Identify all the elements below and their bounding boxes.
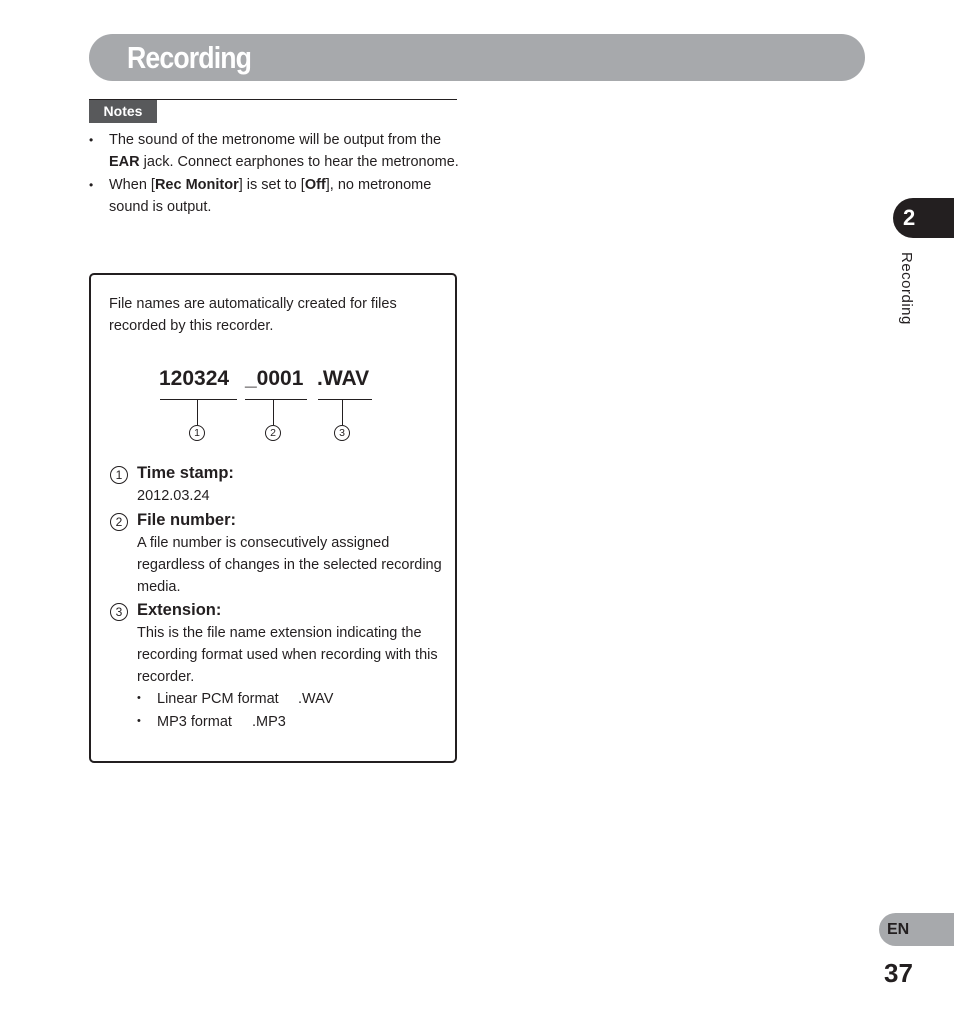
title-bar (89, 34, 865, 81)
pointer-line-1 (197, 399, 198, 425)
underline-number (245, 399, 307, 400)
notes-list (89, 130, 459, 220)
note-item: • The sound of the metronome will be output from the EAR jack. Connect earphones to hear the metronome. (89, 132, 459, 170)
extension-desc: This is the file name extension indicating the recording format used when recording with this recorder. (137, 625, 438, 685)
page-number: 37 (884, 958, 913, 988)
filename-number-part: _0001 (245, 367, 304, 390)
bullet-icon: • (137, 692, 141, 704)
filename-date-part: 120324 (159, 367, 230, 390)
bullet-icon: • (89, 133, 94, 147)
note-item: • When [Rec Monitor] is set to [Off], no metronome sound is output. (89, 177, 432, 215)
notes-tag: Notes (89, 100, 157, 123)
bullet-icon: • (137, 715, 141, 727)
item-1-number-icon: 1 (110, 466, 128, 484)
marker-3-icon: 3 (334, 425, 350, 441)
underline-extension (318, 399, 372, 400)
language-tab: EN (879, 913, 954, 946)
pointer-line-3 (342, 399, 343, 425)
file-name-box: File names are automatically created for files recorded by this recorder. 120324 _0001 .WAV 1 2 3 1 Time stamp: 2012.03.24 2 File number: A file number is consecutively assigned regardless of changes in the selected recording media. 3 Extension: This is the file name extension indicating the recording format used when recording with this recorder. • Linear PCM format .WAV • MP3 format .MP3 (89, 273, 457, 763)
pointer-line-2 (273, 399, 274, 425)
chapter-side-label: Recording (898, 252, 915, 325)
marker-1-icon: 1 (189, 425, 205, 441)
underline-date (160, 399, 237, 400)
chapter-tab: 2 (893, 198, 954, 238)
time-stamp-heading: Time stamp: (137, 464, 234, 482)
page-title: Recording (127, 40, 252, 75)
item-3-number-icon: 3 (110, 603, 128, 621)
filename-extension-part: .WAV (317, 367, 370, 390)
file-name-intro: File names are automatically created for files recorded by this recorder. (109, 296, 397, 334)
time-stamp-desc: 2012.03.24 (137, 488, 210, 504)
bullet-icon: • (89, 178, 94, 192)
marker-2-icon: 2 (265, 425, 281, 441)
file-number-heading: File number: (137, 511, 237, 529)
file-number-desc: A file number is consecutively assigned regardless of changes in the selected recording media. (137, 535, 442, 595)
item-2-number-icon: 2 (110, 513, 128, 531)
extension-heading: Extension: (137, 601, 222, 619)
